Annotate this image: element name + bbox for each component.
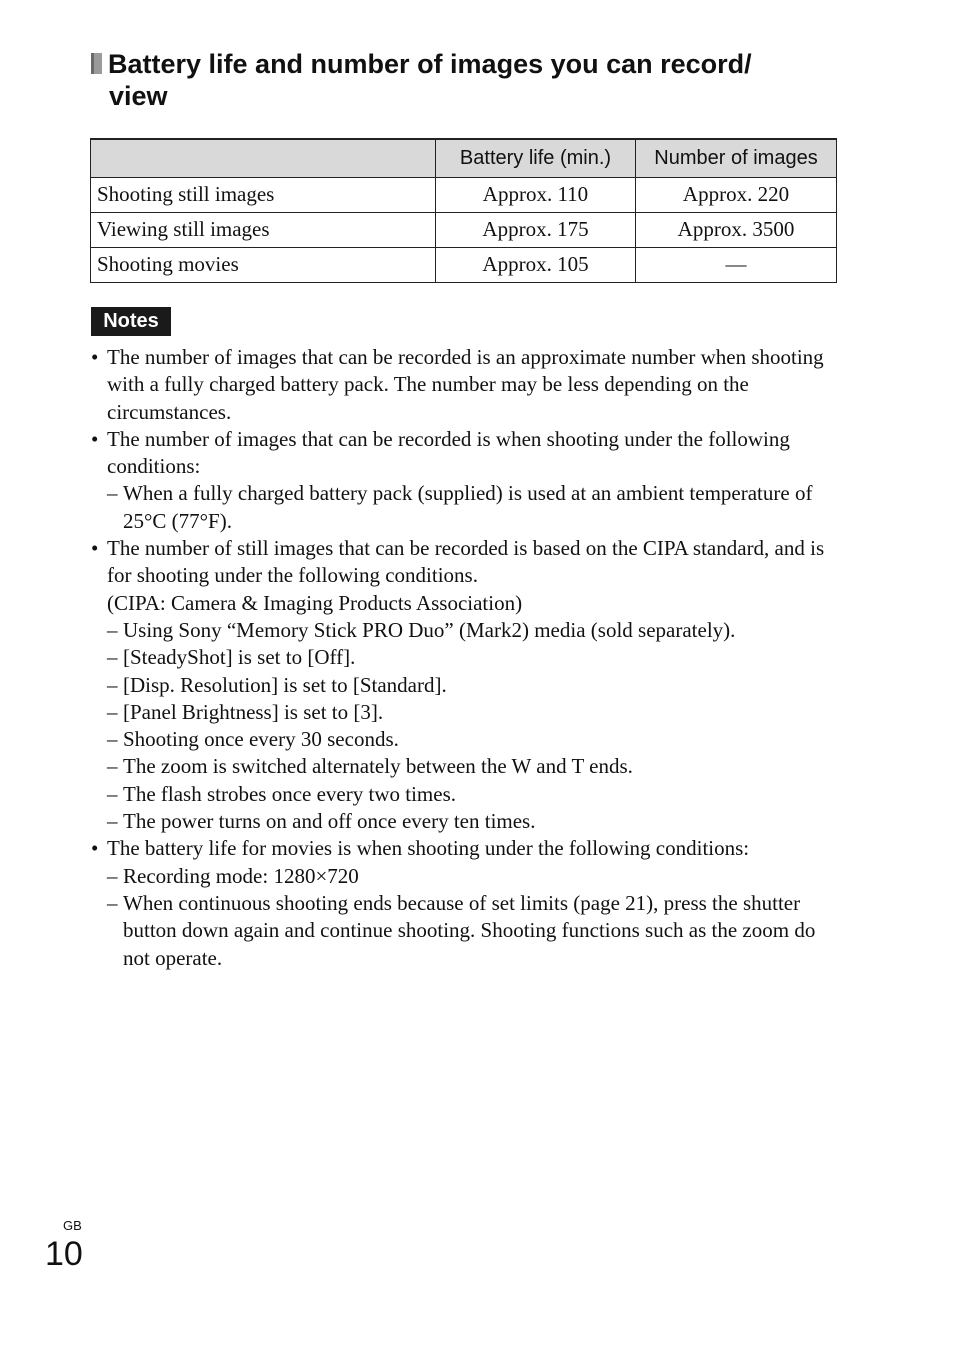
note-sub-text: [Disp. Resolution] is set to [Standard]. bbox=[123, 672, 447, 697]
note-sub-item bbox=[91, 753, 843, 780]
table-cell-battery-life: Approx. 110 bbox=[436, 177, 636, 212]
table-header-row bbox=[91, 139, 837, 177]
note-sub-text: Recording mode: 1280×720 bbox=[123, 863, 359, 888]
note-sub-item bbox=[91, 863, 843, 890]
bullet-icon: • bbox=[91, 345, 99, 369]
note-sub-text: Using Sony “Memory Stick PRO Duo” (Mark2) media (sold separately). bbox=[123, 617, 736, 642]
notes-list bbox=[91, 344, 843, 972]
table-cell-number-of-images: — bbox=[636, 247, 837, 282]
note-continuation: (CIPA: Camera & Imaging Products Association) bbox=[107, 590, 523, 615]
table-row bbox=[91, 177, 837, 212]
note-text: The number of images that can be recorded is an approximate number when shooting with a fully charged battery pack. The number may be less depending on the circumstances. bbox=[107, 345, 824, 424]
note-sub-text: The flash strobes once every two times. bbox=[123, 781, 456, 806]
note-bullet bbox=[91, 535, 843, 590]
dash-icon: – bbox=[107, 890, 118, 915]
note-sub-text: The zoom is switched alternately between the W and T ends. bbox=[123, 754, 633, 779]
note-sub-item bbox=[91, 617, 843, 644]
table-row bbox=[91, 247, 837, 282]
table-header-battery-life: Battery life (min.) bbox=[436, 139, 636, 177]
table-row bbox=[91, 212, 837, 247]
note-bullet bbox=[91, 426, 843, 481]
note-sub-item bbox=[91, 890, 843, 972]
note-sub-item bbox=[91, 672, 843, 699]
note-sub-text: When continuous shooting ends because of set limits (page 21), press the shutter button down again and continue shooting. Shooting functions such as the zoom do not operate. bbox=[123, 890, 816, 970]
table-cell-label: Viewing still images bbox=[91, 212, 436, 247]
note-sub-text: [SteadyShot] is set to [Off]. bbox=[123, 645, 356, 670]
dash-icon: – bbox=[107, 617, 118, 642]
note-text: The number of still images that can be recorded is based on the CIPA standard, and is for shooting under the following conditions. bbox=[107, 536, 825, 588]
dash-icon: – bbox=[107, 863, 118, 888]
note-sub-text: [Panel Brightness] is set to [3]. bbox=[123, 699, 384, 724]
battery-life-table bbox=[90, 138, 837, 283]
note-sub-item bbox=[91, 726, 843, 753]
heading-line-2: view bbox=[109, 81, 168, 111]
note-bullet bbox=[91, 344, 843, 426]
dash-icon: – bbox=[107, 781, 118, 806]
note-text: The number of images that can be recorded is when shooting under the following conditions: bbox=[107, 426, 790, 479]
heading-marker-icon bbox=[91, 53, 102, 74]
page-number: 10 bbox=[45, 1235, 83, 1273]
dash-icon: – bbox=[107, 727, 118, 752]
dash-icon: – bbox=[107, 754, 118, 779]
table-header-blank bbox=[91, 139, 436, 177]
note-bullet bbox=[91, 835, 843, 862]
section-heading bbox=[91, 48, 851, 112]
notes-badge: Notes bbox=[91, 307, 171, 336]
note-sub-item bbox=[91, 644, 843, 671]
note-sub-item bbox=[91, 781, 843, 808]
table-cell-label: Shooting still images bbox=[91, 177, 436, 212]
bullet-icon: • bbox=[91, 426, 99, 451]
note-sub-item bbox=[91, 699, 843, 726]
table-cell-number-of-images: Approx. 3500 bbox=[636, 212, 837, 247]
dash-icon: – bbox=[107, 809, 118, 834]
table-cell-label: Shooting movies bbox=[91, 247, 436, 282]
table-cell-battery-life: Approx. 105 bbox=[436, 247, 636, 282]
bullet-icon: • bbox=[91, 536, 99, 561]
note-sub-item bbox=[91, 808, 843, 835]
note-sub-text: When a fully charged battery pack (supplied) is used at an ambient temperature of 25°C (77°F). bbox=[123, 481, 813, 533]
table-cell-number-of-images: Approx. 220 bbox=[636, 177, 837, 212]
bullet-icon: • bbox=[91, 836, 99, 861]
dash-icon: – bbox=[107, 645, 118, 670]
dash-icon: – bbox=[107, 481, 118, 506]
dash-icon: – bbox=[107, 672, 118, 697]
table-cell-battery-life: Approx. 175 bbox=[436, 212, 636, 247]
note-sub-text: The power turns on and off once every ten times. bbox=[123, 809, 536, 834]
note-text: The battery life for movies is when shooting under the following conditions: bbox=[107, 836, 750, 861]
note-sub-text: Shooting once every 30 seconds. bbox=[123, 727, 399, 752]
dash-icon: – bbox=[107, 699, 118, 724]
table-header-number-of-images: Number of images bbox=[636, 139, 837, 177]
heading-line-1: Battery life and number of images you can record/ bbox=[108, 49, 752, 79]
note-sub-item bbox=[91, 480, 843, 535]
region-code: GB bbox=[63, 1218, 82, 1233]
